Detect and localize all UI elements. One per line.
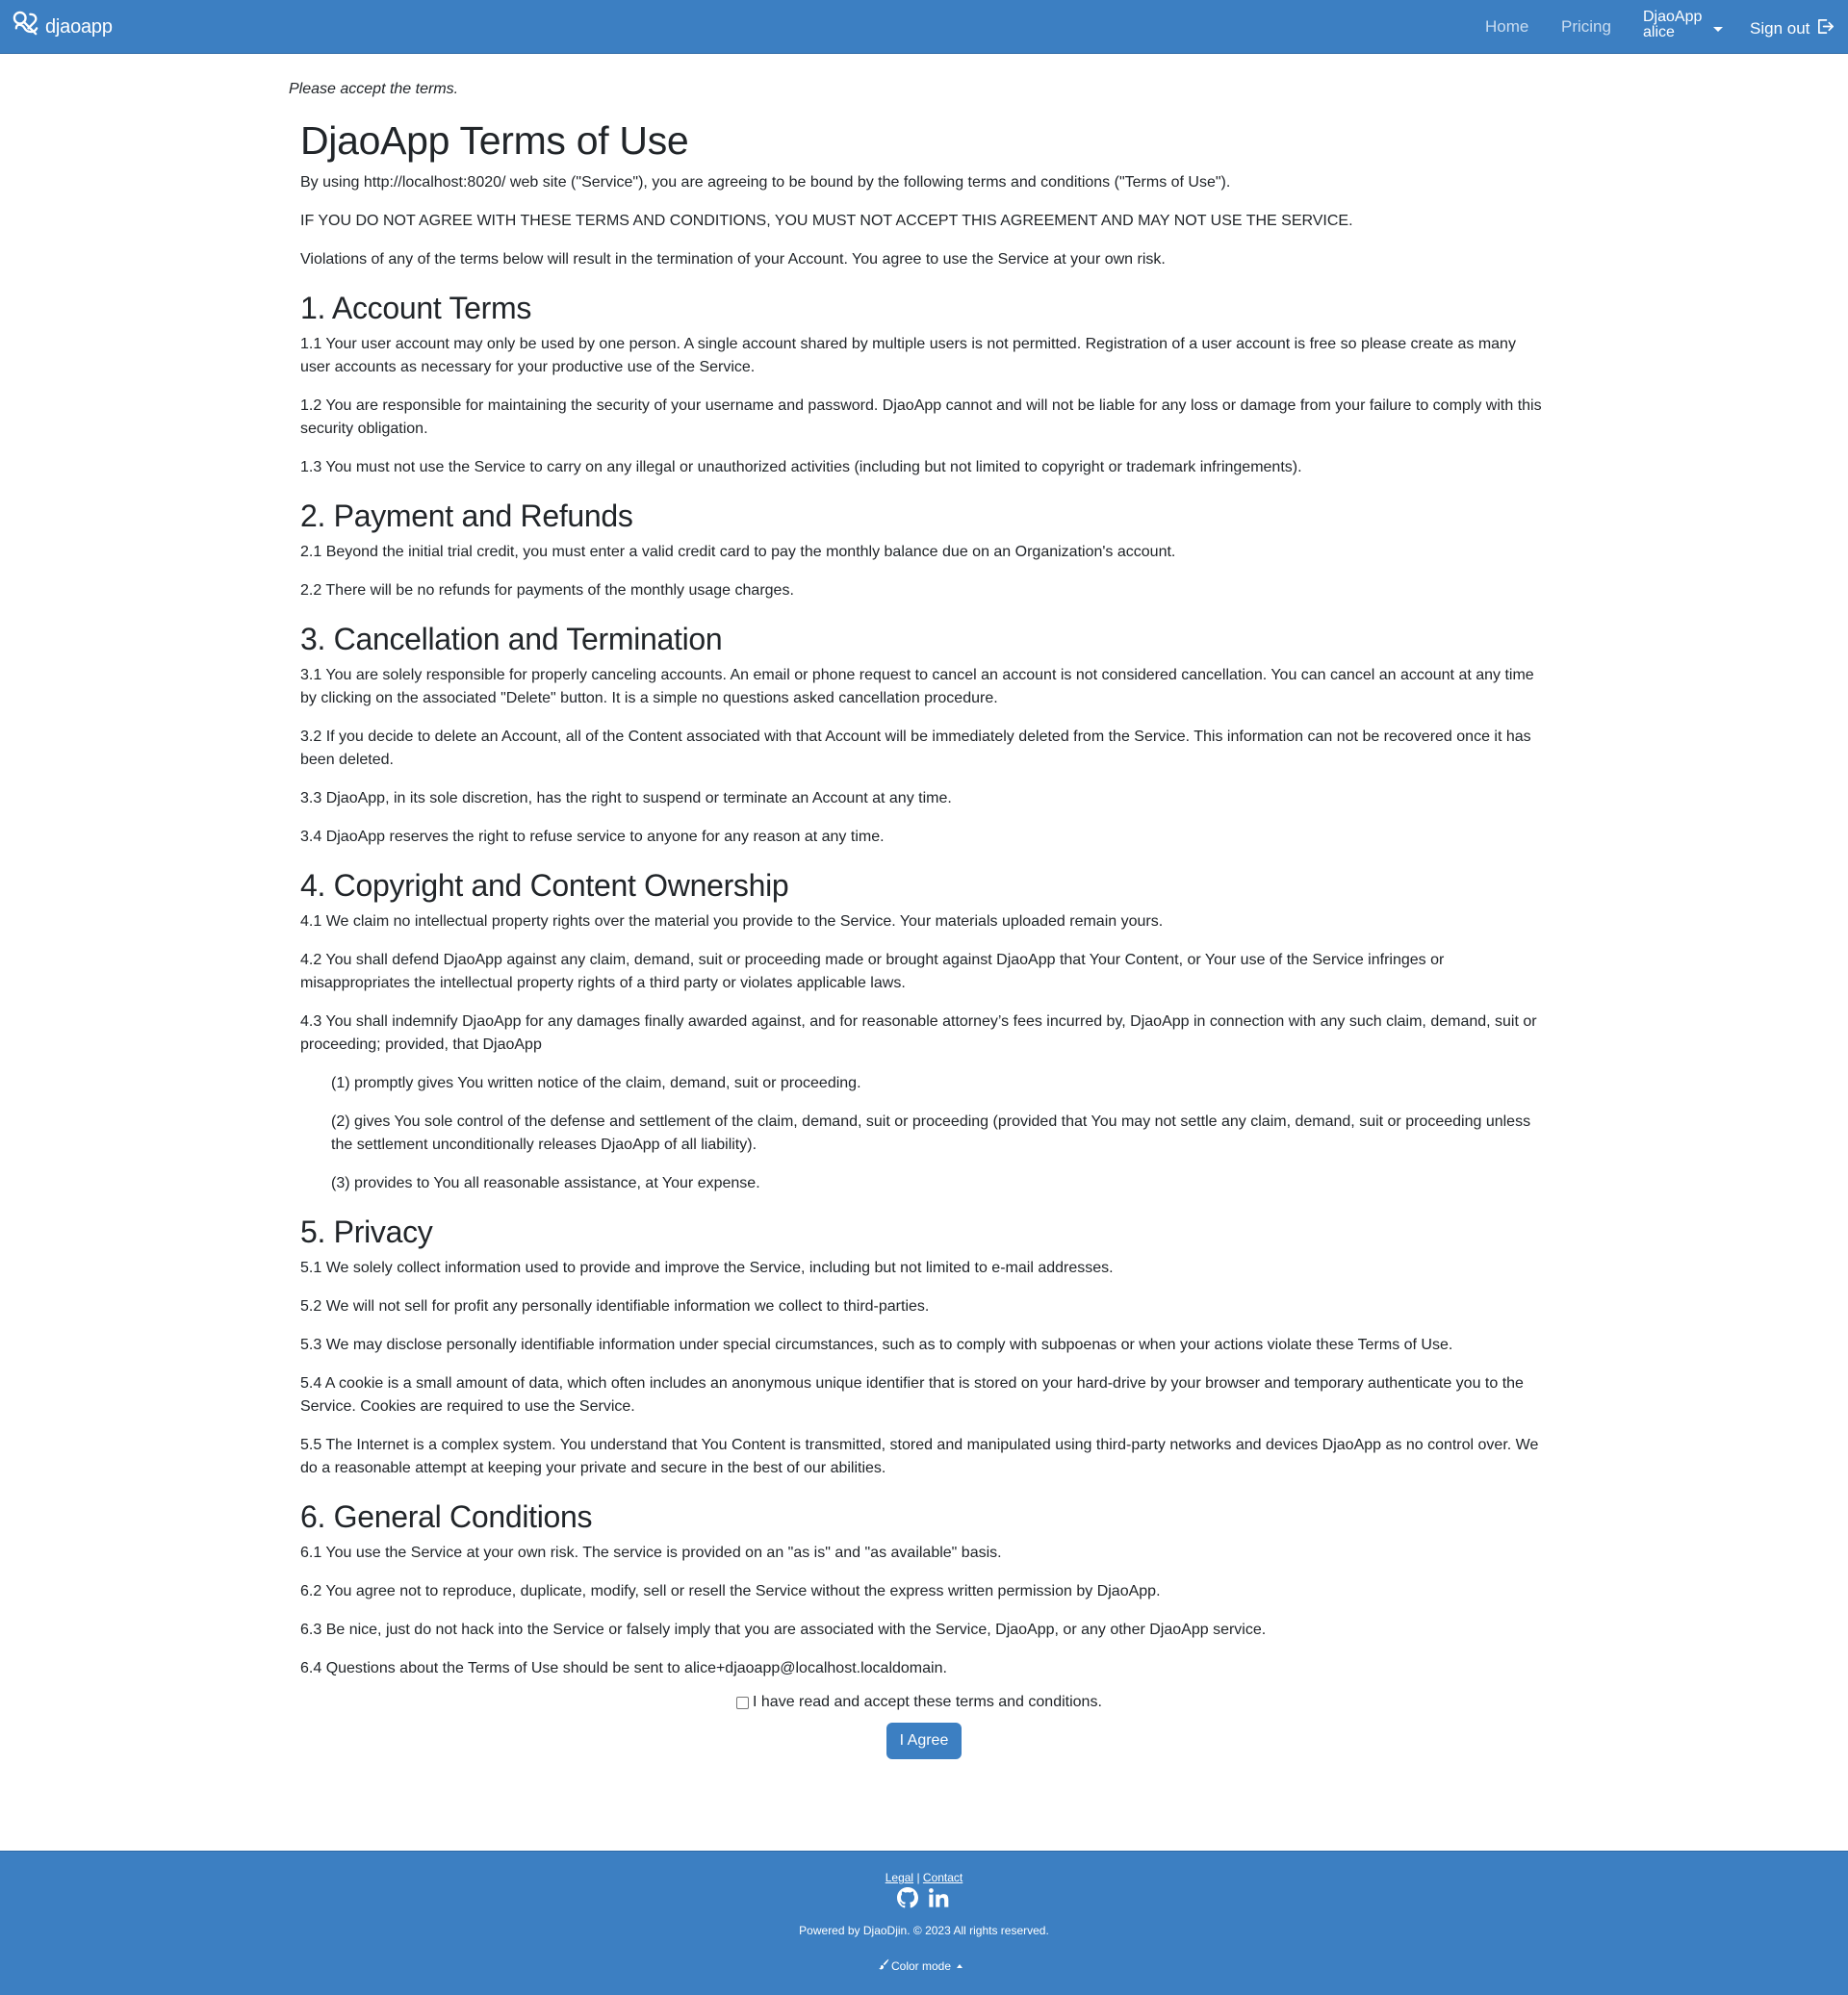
terms-intro-paragraph: Violations of any of the terms below will result in the termination of your Account. You agree to use the Service at your own risk. bbox=[300, 251, 1166, 268]
footer-legal-link[interactable]: Legal bbox=[885, 1871, 914, 1884]
terms-paragraph: 5.4 A cookie is a small amount of data, which often includes an anonymous unique identifier that is stored on your hard-drive by your browser and temporary authenticate you to the Service. Cookies are required to use the Service. bbox=[300, 1375, 1524, 1415]
footer-contact-link[interactable]: Contact bbox=[922, 1871, 963, 1884]
terms-paragraph: 1.2 You are responsible for maintaining the security of your username and password. DjaoApp cannot and will not be liable for any loss or damage from your failure to comply with this security obligation. bbox=[300, 397, 1542, 437]
terms-paragraph: 6.4 Questions about the Terms of Use should be sent to alice+djaoapp@localhost.localdomain. bbox=[300, 1660, 947, 1676]
github-icon[interactable] bbox=[897, 1887, 918, 1913]
terms-paragraph: 3.2 If you decide to delete an Account, all of the Content associated with that Account will be immediately deleted from the Service. This information can not be recovered once it has been deleted. bbox=[300, 729, 1531, 768]
terms-paragraph: 2.1 Beyond the initial trial credit, you must enter a valid credit card to pay the monthly balance due on an Organization's account. bbox=[300, 544, 1176, 560]
agree-button[interactable]: I Agree bbox=[886, 1723, 962, 1759]
brand-link[interactable] bbox=[12, 13, 113, 41]
accept-terms-checkbox[interactable] bbox=[736, 1697, 749, 1709]
terms-paragraph: 4.1 We claim no intellectual property rights over the material you provide to the Service. Your materials uploaded remain yours. bbox=[300, 913, 1164, 930]
terms-paragraph: 1.1 Your user account may only be used by one person. A single account shared by multiple users is not permitted. Registration of a user account is free so please create as many user accounts as necessary for your productive use of the Service. bbox=[300, 336, 1516, 375]
footer-copyright: Powered by DjaoDjin. © 2023 All rights reserved. bbox=[799, 1924, 1049, 1937]
section-heading: 4. Copyright and Content Ownership bbox=[300, 868, 789, 903]
section-heading: 6. General Conditions bbox=[300, 1499, 593, 1534]
caret-up-icon bbox=[957, 1964, 962, 1968]
section-heading: 1. Account Terms bbox=[300, 291, 532, 325]
terms-paragraph: 3.1 You are solely responsible for properly canceling accounts. An email or phone request to cancel an account is not considered cancellation. You can cancel an account at any time by clicking on the associated "Delete" button. It is a simple no questions asked cancellation procedure. bbox=[300, 667, 1534, 706]
box-arrow-right-icon bbox=[1810, 17, 1835, 40]
terms-subparagraph: (1) promptly gives You written notice of the claim, demand, suit or proceeding. bbox=[331, 1075, 861, 1091]
brush-icon bbox=[878, 1958, 891, 1973]
section-heading: 2. Payment and Refunds bbox=[300, 499, 633, 533]
footer-separator: | bbox=[916, 1871, 920, 1884]
terms-paragraph: 6.2 You agree not to reproduce, duplicate, modify, sell or resell the Service without the express written permission by DjaoApp. bbox=[300, 1583, 1161, 1599]
terms-paragraph: 2.2 There will be no refunds for payments of the monthly usage charges. bbox=[300, 582, 794, 599]
accept-notice: Please accept the terms. bbox=[289, 81, 459, 97]
terms-paragraph: 5.3 We may disclose personally identifiable information under special circumstances, such as to comply with subpoenas or when your actions violate these Terms of Use. bbox=[300, 1337, 1453, 1353]
terms-paragraph: 5.2 We will not sell for profit any personally identifiable information we collect to third-parties. bbox=[300, 1298, 930, 1315]
section-heading: 3. Cancellation and Termination bbox=[300, 622, 723, 656]
account-org-name: DjaoApp bbox=[1643, 9, 1703, 25]
accept-terms-label: I have read and accept these terms and conditions. bbox=[753, 1694, 1102, 1710]
terms-paragraph: 3.4 DjaoApp reserves the right to refuse service to anyone for any reason at any time. bbox=[300, 829, 885, 845]
terms-paragraph: 6.1 You use the Service at your own risk. The service is provided on an "as is" and "as available" basis. bbox=[300, 1545, 1002, 1561]
caret-down-icon bbox=[1713, 27, 1723, 32]
linkedin-icon[interactable] bbox=[928, 1887, 949, 1913]
footer bbox=[0, 1851, 1848, 1995]
color-mode-toggle[interactable] bbox=[878, 1958, 962, 1973]
footer-links bbox=[0, 1871, 1848, 1884]
terms-title: DjaoApp Terms of Use bbox=[300, 118, 689, 163]
terms-paragraph: 4.2 You shall defend DjaoApp against any claim, demand, suit or proceeding made or brought against DjaoApp that Your Content, or Your use of the Service infringes or misappropriates the intellectual property rights of a third party or violates applicable laws. bbox=[300, 952, 1445, 991]
terms-subparagraph: (2) gives You sole control of the defense and settlement of the claim, demand, suit or proceeding (provided that You may not settle any claim, demand, suit or proceeding unless the settlement unconditionally releases DjaoApp of all liability). bbox=[331, 1113, 1531, 1153]
terms-paragraph: 3.3 DjaoApp, in its sole discretion, has the right to suspend or terminate an Account at any time. bbox=[300, 790, 952, 806]
terms-paragraph: 6.3 Be nice, just do not hack into the Service or falsely imply that you are associated with the Service, DjaoApp, or any other DjaoApp service. bbox=[300, 1622, 1267, 1638]
accept-terms-row[interactable] bbox=[736, 1694, 1102, 1711]
terms-paragraph: 4.3 You shall indemnify DjaoApp for any damages finally awarded against, and for reasonable attorney’s fees incurred by, DjaoApp in connection with any such claim, demand, suit or proceeding; provided, that DjaoApp bbox=[300, 1013, 1537, 1053]
account-username: alice bbox=[1643, 24, 1675, 40]
terms-intro-paragraph: By using http://localhost:8020/ web site ("Service"), you are agreeing to be bound by the following terms and conditions ("Terms of Use"). bbox=[300, 174, 1231, 191]
terms-paragraph: 5.5 The Internet is a complex system. You understand that You Content is transmitted, stored and manipulated using third-party networks and devices DjaoApp as no control over. We do a reasonable attempt at keeping your private and secure in the best of our abilities. bbox=[300, 1437, 1539, 1476]
terms-paragraph: 5.1 We solely collect information used to provide and improve the Service, including but not limited to e-mail addresses. bbox=[300, 1260, 1114, 1276]
signout-link[interactable] bbox=[1750, 17, 1835, 40]
terms-document bbox=[300, 114, 1547, 1696]
terms-paragraph: 1.3 You must not use the Service to carry on any illegal or unauthorized activities (including but not limited to copyright or trademark infringements). bbox=[300, 459, 1302, 475]
color-mode-label: Color mode bbox=[891, 1958, 952, 1973]
djaoapp-logo-icon bbox=[12, 10, 41, 44]
top-navbar bbox=[0, 0, 1848, 54]
section-heading: 5. Privacy bbox=[300, 1215, 433, 1249]
account-dropdown[interactable] bbox=[1643, 10, 1720, 40]
terms-subparagraph: (3) provides to You all reasonable assistance, at Your expense. bbox=[331, 1175, 760, 1191]
brand-name: djaoapp bbox=[45, 15, 113, 38]
nav-pricing-link[interactable]: Pricing bbox=[1561, 17, 1611, 36]
footer-social-links bbox=[897, 1887, 949, 1913]
terms-intro-paragraph: IF YOU DO NOT AGREE WITH THESE TERMS AND CONDITIONS, YOU MUST NOT ACCEPT THIS AGREEMENT AND MAY NOT USE THE SERVICE. bbox=[300, 213, 1353, 229]
signout-label: Sign out bbox=[1750, 19, 1810, 38]
nav-home-link[interactable]: Home bbox=[1485, 17, 1529, 36]
